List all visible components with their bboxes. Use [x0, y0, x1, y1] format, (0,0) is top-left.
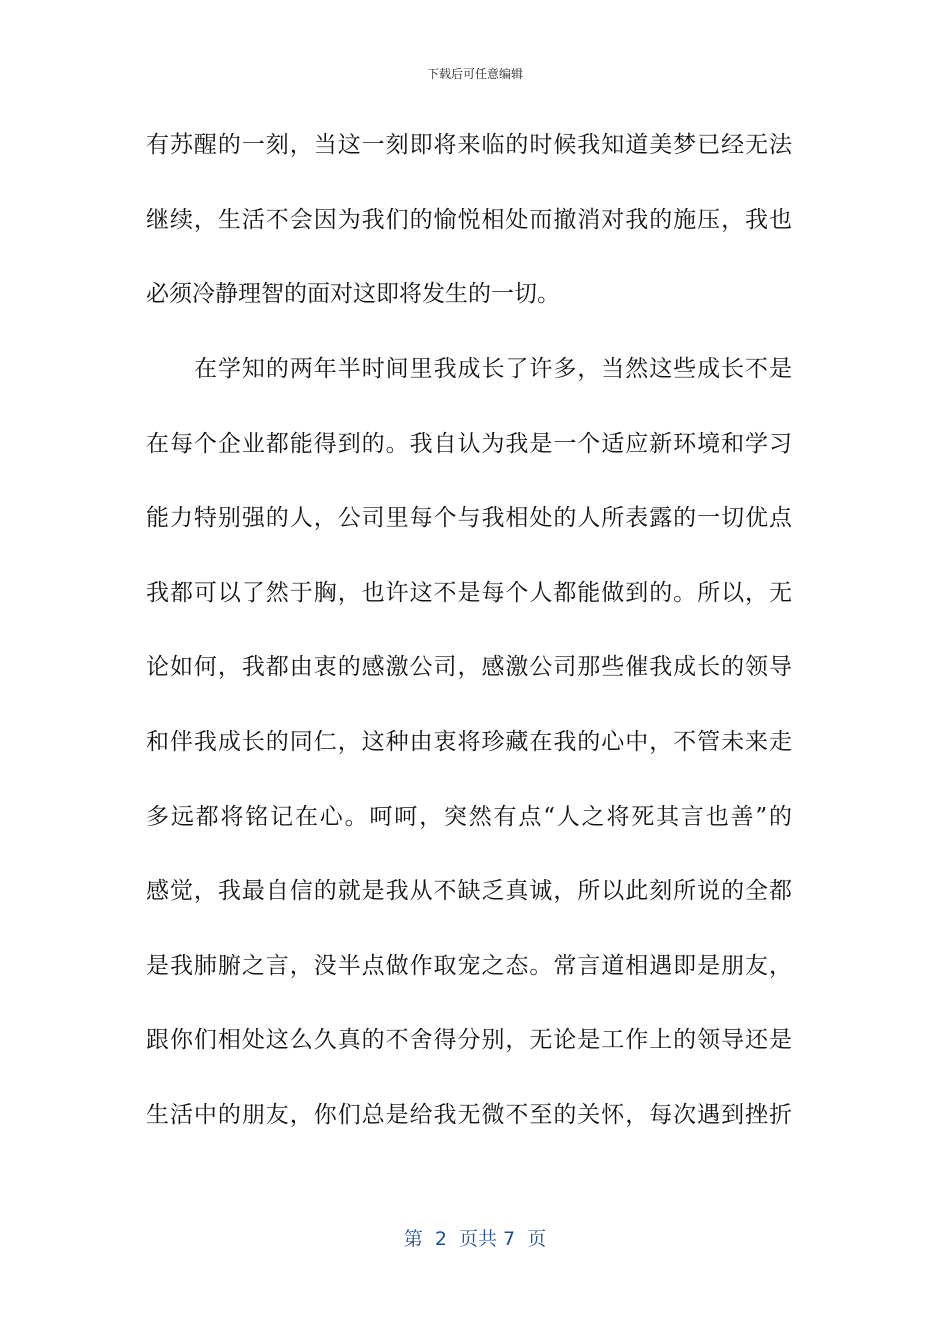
- paragraph-line: 能力特别强的人，公司里每个与我相处的人所表露的一切优点: [146, 505, 792, 532]
- paragraph-line: 跟你们相处这么久真的不舍得分别，无论是工作上的领导还是: [146, 1027, 792, 1054]
- paragraph-1: [146, 108, 792, 332]
- page-header: 下载后可任意编辑: [426, 67, 523, 81]
- paragraph-line: 在学知的两年半时间里我成长了许多，当然这些成长不是: [194, 356, 792, 382]
- paragraph-line: 生活中的朋友，你们总是给我无微不至的关怀，每次遇到挫折: [146, 1101, 792, 1128]
- paragraph-line: 和伴我成长的同仁，这种由衷将珍藏在我的心中，不管未来走: [146, 728, 792, 755]
- paragraph-2: [146, 332, 792, 1153]
- paragraph-line: 多远都将铭记在心。呵呵，突然有点“人之将死其言也善”的: [146, 803, 792, 830]
- paragraph-line: 继续，生活不会因为我们的愉悦相处而撤消对我的施压，我也: [146, 206, 792, 233]
- paragraph-line: 论如何，我都由衷的感激公司，感激公司那些催我成长的领导: [146, 654, 792, 681]
- paragraph-line: 必须冷静理智的面对这即将发生的一切。: [146, 281, 560, 308]
- paragraph-line: 我都可以了然于胸，也许这不是每个人都能做到的。所以，无: [146, 579, 792, 606]
- paragraph-line: 在每个企业都能得到的。我自认为我是一个适应新环境和学习: [146, 430, 792, 457]
- paragraph-line: 是我肺腑之言，没半点做作取宠之态。常言道相遇即是朋友，: [146, 952, 792, 979]
- page-number-footer: 第 2 页共 7 页: [403, 1228, 547, 1250]
- paragraph-line: 有苏醒的一刻，当这一刻即将来临的时候我知道美梦已经无法: [146, 132, 792, 158]
- paragraph-line: 感觉，我最自信的就是我从不缺乏真诚，所以此刻所说的全都: [146, 878, 792, 905]
